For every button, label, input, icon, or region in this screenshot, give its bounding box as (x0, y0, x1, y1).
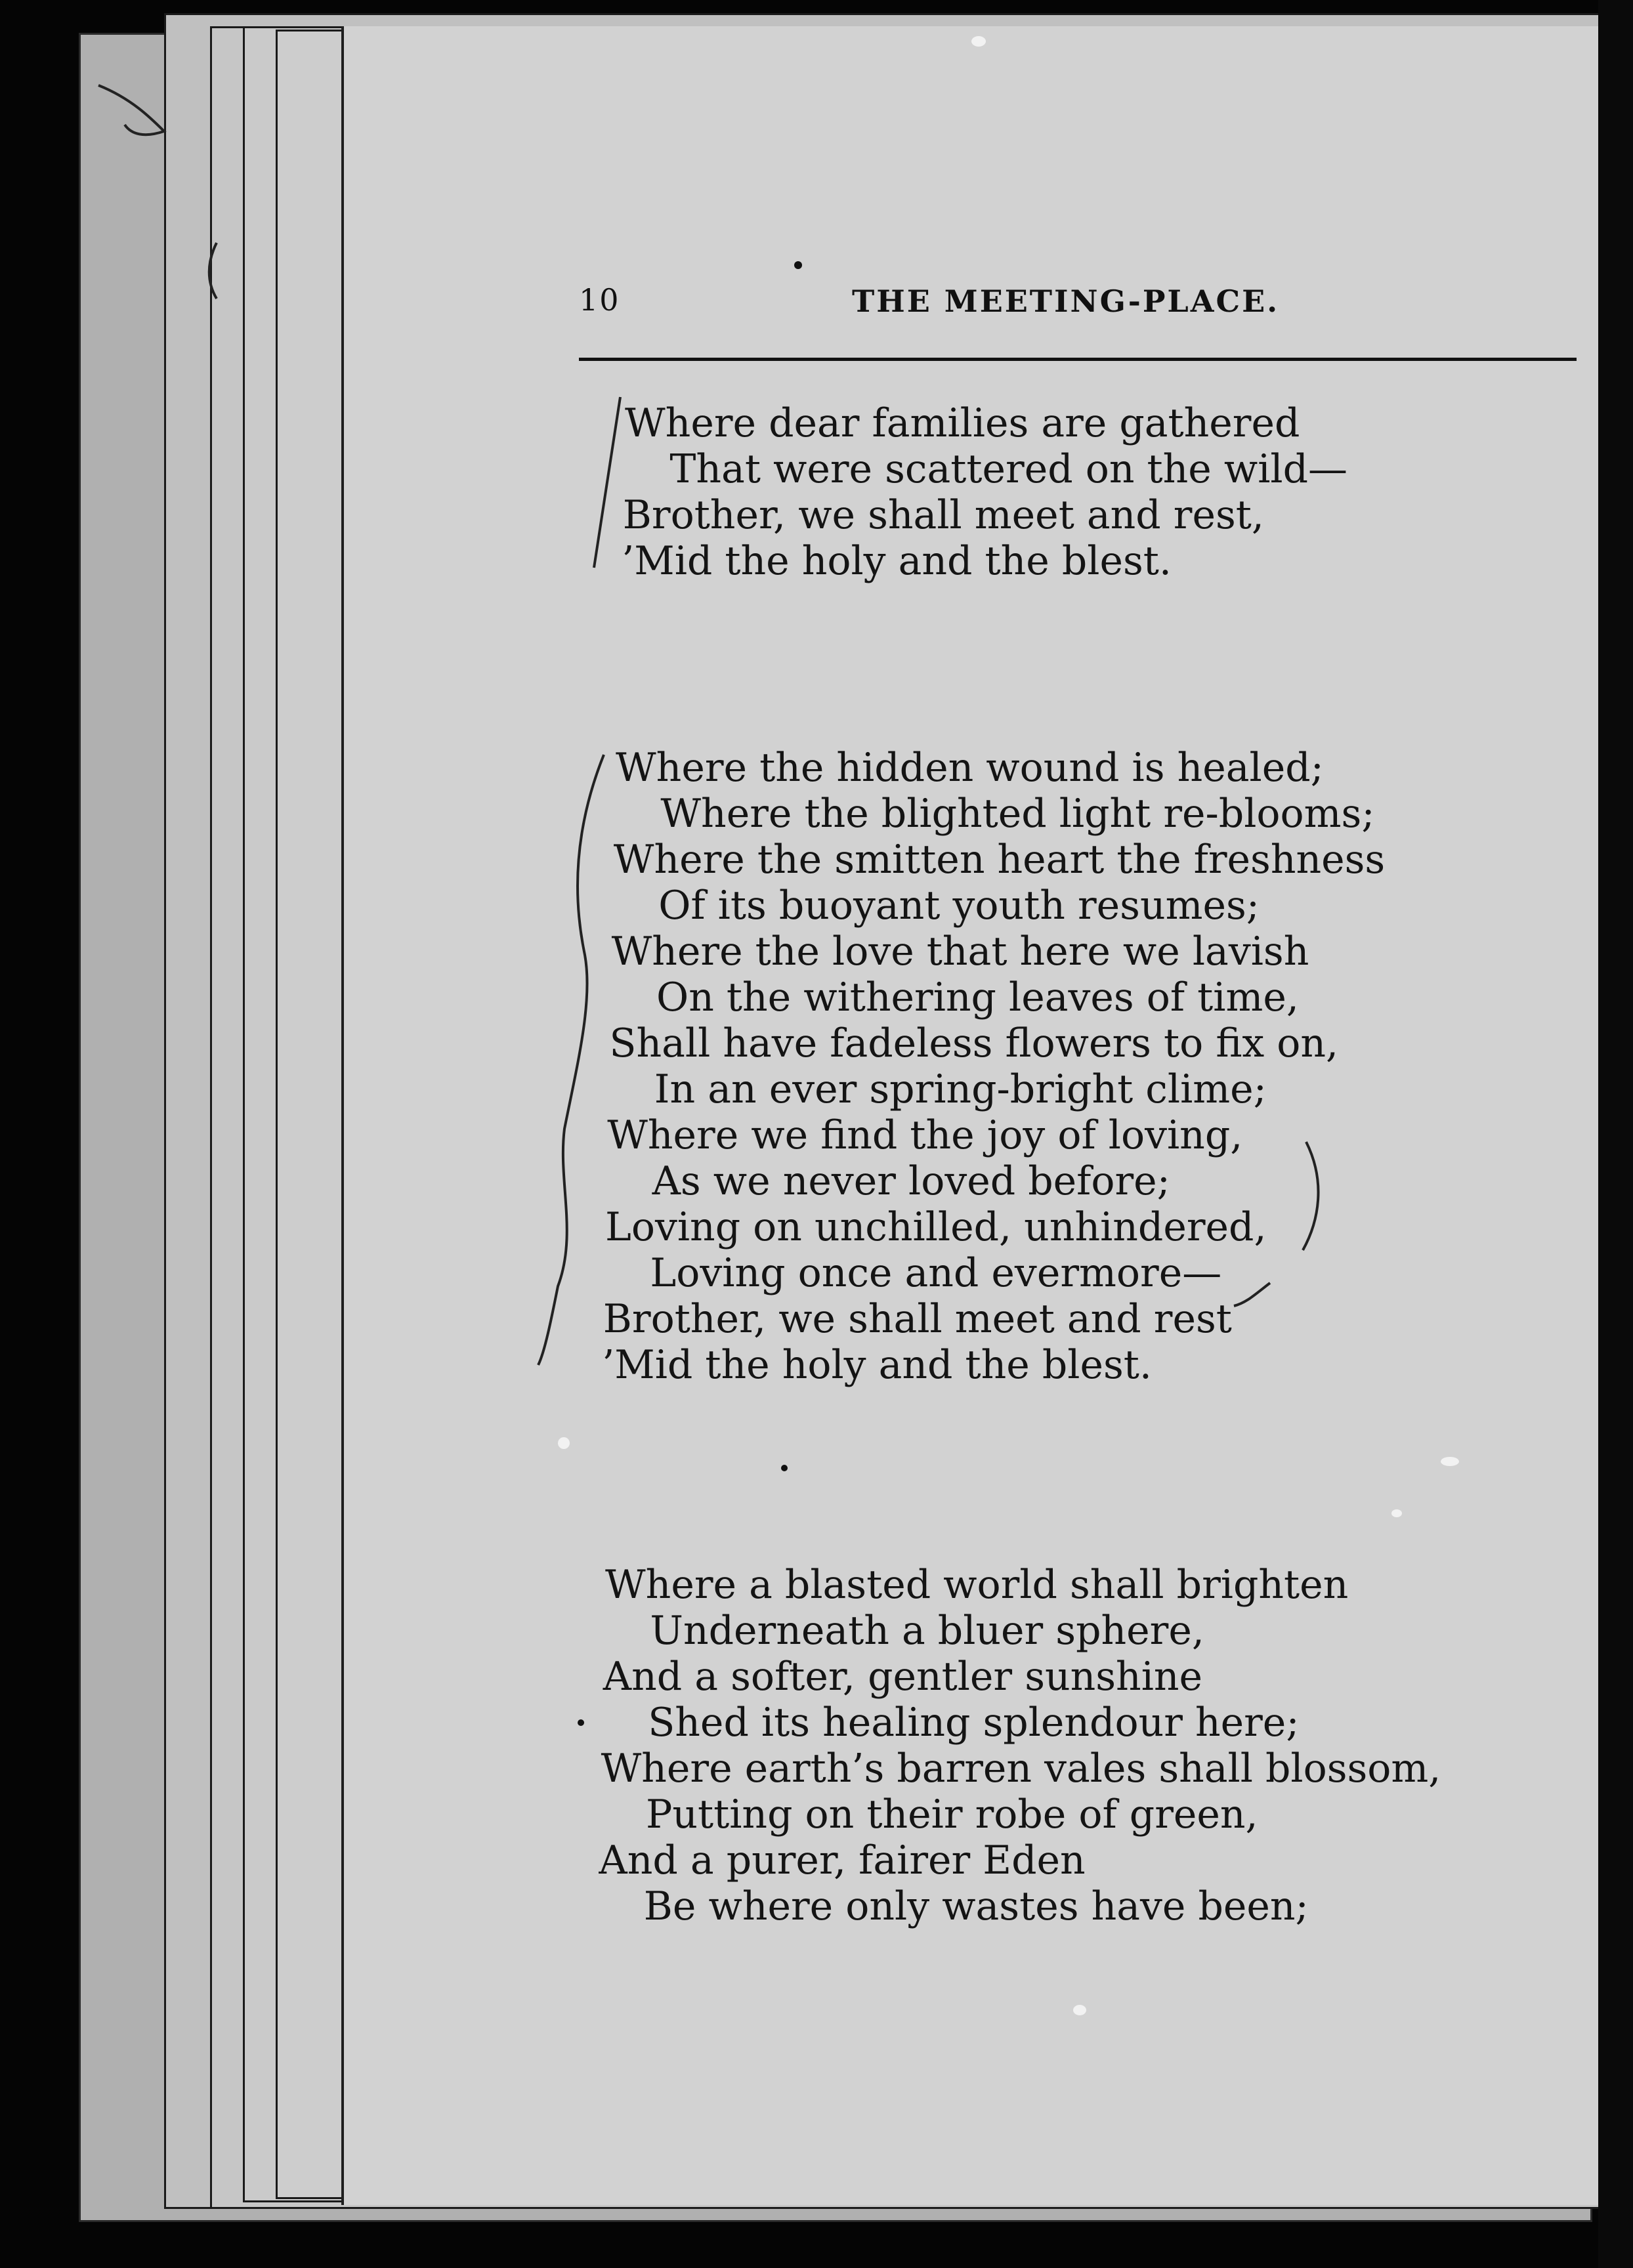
ink-speck (578, 1719, 584, 1726)
poem-line: Underneath a bluer sphere, (650, 1608, 1204, 1654)
poem-line: As we never loved before; (652, 1158, 1170, 1204)
poem-line: On the withering leaves of time, (656, 975, 1299, 1020)
poem-line: Putting on their robe of green, (646, 1792, 1258, 1838)
poem-line: Where a blasted world shall brighten (605, 1562, 1349, 1608)
poem-line: Brother, we shall meet and rest (603, 1296, 1232, 1342)
paper-speck (971, 36, 986, 47)
poem-line: Shall have fadeless flowers to fix on, (609, 1020, 1339, 1066)
poem-line: Where we find the joy of loving, (607, 1112, 1243, 1158)
poem-line: Loving on unchilled, unhindered, (605, 1204, 1267, 1250)
paper-speck (558, 1437, 570, 1449)
poem-line: Loving once and evermore— (650, 1250, 1222, 1296)
paper-speck (1073, 2005, 1086, 2015)
poem-line: Where dear families are gathered (625, 400, 1300, 446)
ink-speck (794, 261, 802, 269)
poem-line: Where the hidden wound is healed; (616, 745, 1324, 791)
ink-speck (781, 1465, 788, 1471)
poem-line: Shed its healing splendour here; (648, 1700, 1300, 1746)
page-number: 10 (579, 282, 620, 318)
poem-line: And a purer, fairer Eden (599, 1838, 1086, 1883)
poem-line: Where earth’s barren vales shall blossom, (601, 1746, 1441, 1792)
poem-line: Brother, we shall meet and rest, (622, 492, 1264, 538)
paper-speck (1441, 1457, 1459, 1466)
poem-line: Where the blighted light re-blooms; (660, 791, 1375, 837)
poem-line: That were scattered on the wild— (669, 446, 1348, 492)
paper-speck (1391, 1509, 1402, 1517)
poem-line: Where the love that here we lavish (611, 929, 1309, 975)
poem-line: ’Mid the holy and the blest. (602, 1342, 1152, 1388)
header-rule (579, 358, 1577, 361)
poem-line: Where the smitten heart the freshness (613, 837, 1386, 883)
running-title: THE MEETING-PLACE. (852, 284, 1280, 319)
poem-line: And a softer, gentler sunshine (603, 1654, 1203, 1700)
poem-line: Of its buoyant youth resumes; (658, 883, 1260, 929)
poem-line: In an ever spring-bright clime; (654, 1066, 1267, 1112)
poem-line: Be where only wastes have been; (643, 1883, 1309, 1929)
scan-shadow (1598, 0, 1633, 2268)
poem-line: ’Mid the holy and the blest. (622, 538, 1172, 584)
